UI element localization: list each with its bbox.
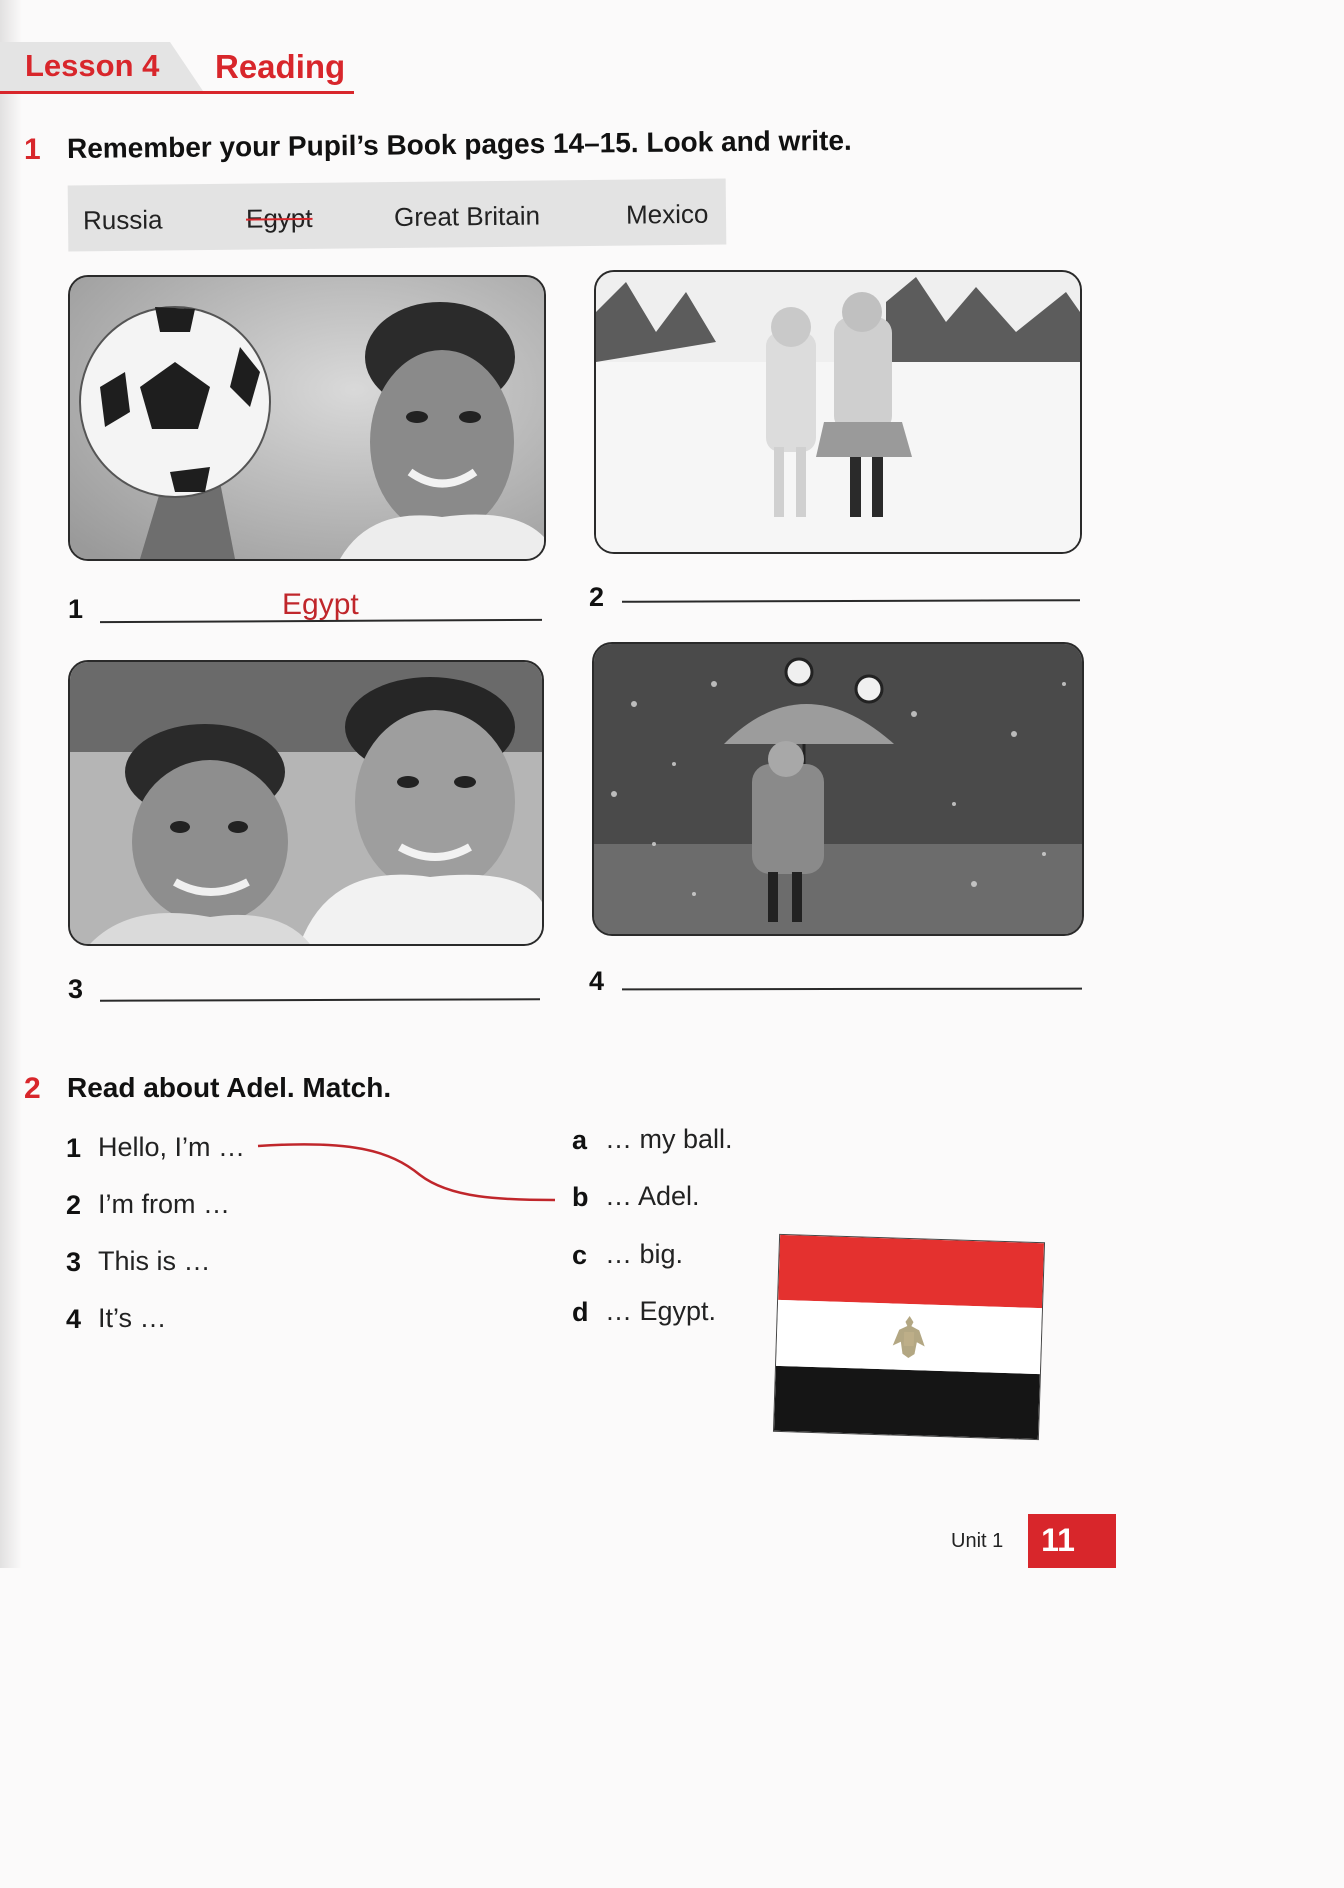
item-number: 4 (589, 966, 605, 996)
flag-red-stripe (778, 1235, 1044, 1309)
flag-white-stripe (776, 1300, 1042, 1374)
page-number: 11 (1041, 1522, 1075, 1558)
match-left-number: 2 (66, 1190, 82, 1220)
match-left-number: 1 (66, 1133, 82, 1163)
word-bank-item: Mexico (625, 198, 709, 230)
match-right-text: … Adel. (605, 1181, 700, 1211)
flag-black-stripe (774, 1365, 1040, 1439)
exercise-1-number: 1 (24, 133, 41, 166)
page-number-box (1028, 1514, 1116, 1568)
item-number: 3 (68, 974, 84, 1004)
match-right-text: … big. (605, 1239, 684, 1269)
match-right-letter: b (572, 1182, 589, 1212)
word-bank-item: Great Britain (393, 200, 541, 233)
item-number: 1 (68, 594, 84, 624)
match-right-letter: a (572, 1125, 588, 1155)
match-right-letter: c (572, 1240, 588, 1270)
match-left-text: Hello, I’m … (98, 1132, 246, 1162)
match-left-number: 3 (66, 1247, 82, 1277)
word-bank-item-crossed: Egypt (245, 202, 313, 234)
egypt-flag (773, 1234, 1045, 1440)
unit-label: Unit 1 (951, 1530, 1004, 1552)
answer-text-1: Egypt (282, 588, 359, 621)
item-number: 2 (589, 582, 605, 612)
exercise-1-instruction: Remember your Pupil’s Book pages 14–15. Look and write. (66, 124, 852, 164)
match-right-text: … my ball. (605, 1124, 733, 1154)
match-right-text: … Egypt. (605, 1296, 717, 1326)
match-left-text: It’s … (98, 1303, 167, 1333)
eagle-emblem-icon (888, 1312, 930, 1363)
lesson-label: Lesson 4 (25, 48, 160, 83)
match-left-text: This is … (98, 1246, 211, 1276)
section-title: Reading (215, 48, 346, 85)
word-bank-item: Russia (82, 204, 163, 236)
exercise-2-instruction: Read about Adel. Match. (67, 1072, 392, 1103)
match-right-letter: d (572, 1297, 589, 1327)
match-left-text: I’m from … (98, 1189, 230, 1219)
match-left-number: 4 (66, 1304, 82, 1334)
exercise-2-number: 2 (24, 1072, 41, 1105)
